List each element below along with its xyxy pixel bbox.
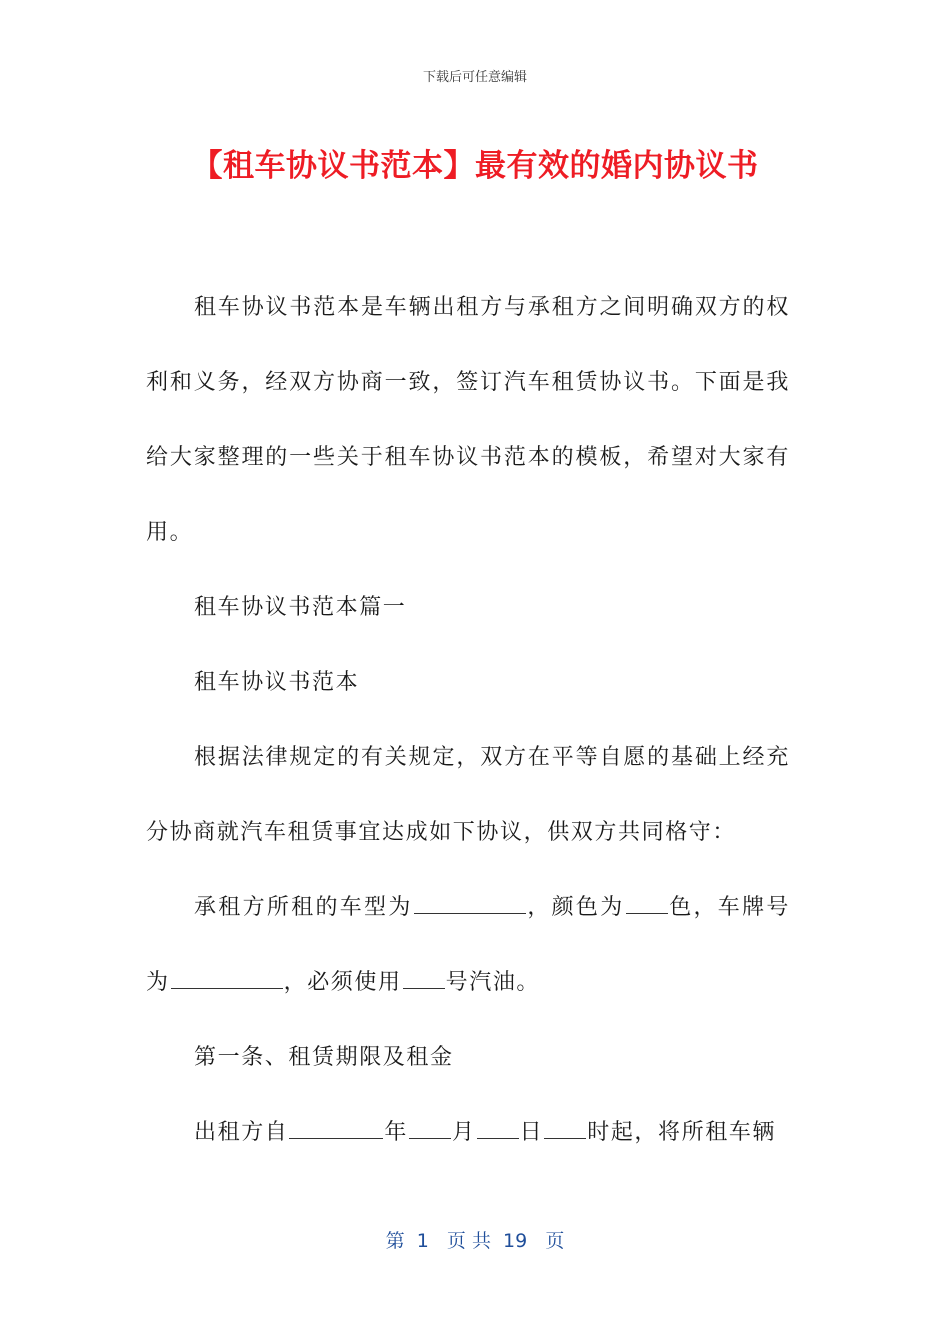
lease-text-d: 日 — [519, 1120, 544, 1145]
vehicle-text-d: ，必须使用 — [283, 970, 402, 995]
plate-number-blank — [171, 966, 283, 989]
document-title: 【租车协议书范本】最有效的婚内协议书 — [191, 148, 759, 184]
lease-text-b: 年 — [384, 1120, 409, 1145]
year-blank — [289, 1116, 383, 1139]
intro-paragraph: 租车协议书范本是车辆出租方与承租方之间明确双方的权利和义务，经双方协商一致，签订汽车租赁协议书。下面是我给大家整理的一些关于租车协议书范本的模板，希望对大家有用。 — [146, 295, 790, 545]
lease-text-e: 时起，将所租车辆 — [587, 1120, 777, 1145]
header-note: 下载后可任意编辑 — [422, 70, 527, 85]
day-blank — [477, 1116, 519, 1139]
lease-text-a: 出租方自 — [194, 1120, 289, 1145]
hour-blank — [544, 1116, 586, 1139]
lease-start-paragraph — [146, 1095, 790, 1170]
fuel-grade-blank — [403, 966, 445, 989]
color-blank — [626, 891, 668, 914]
month-blank — [409, 1116, 451, 1139]
vehicle-text-b: ，颜色为 — [526, 895, 625, 920]
section-heading-1: 租车协议书范本篇一 — [194, 595, 407, 620]
vehicle-text-e: 号汽油。 — [445, 970, 541, 995]
vehicle-text-a: 承租方所租的车型为 — [194, 895, 413, 920]
car-model-blank — [414, 891, 526, 914]
article-1-heading: 第一条、租赁期限及租金 — [194, 1045, 454, 1070]
agreement-heading: 租车协议书范本 — [194, 670, 360, 695]
vehicle-text-c: 色，车牌号为 — [146, 895, 790, 995]
document-body — [146, 270, 790, 1170]
lease-text-c: 月 — [452, 1120, 476, 1145]
preamble-paragraph: 根据法律规定的有关规定，双方在平等自愿的基础上经充分协商就汽车租赁事宜达成如下协议，供双方共同格守： — [146, 745, 790, 845]
vehicle-paragraph — [146, 870, 790, 1020]
page-footer: 第 1 页 共 19 页 — [385, 1230, 565, 1252]
